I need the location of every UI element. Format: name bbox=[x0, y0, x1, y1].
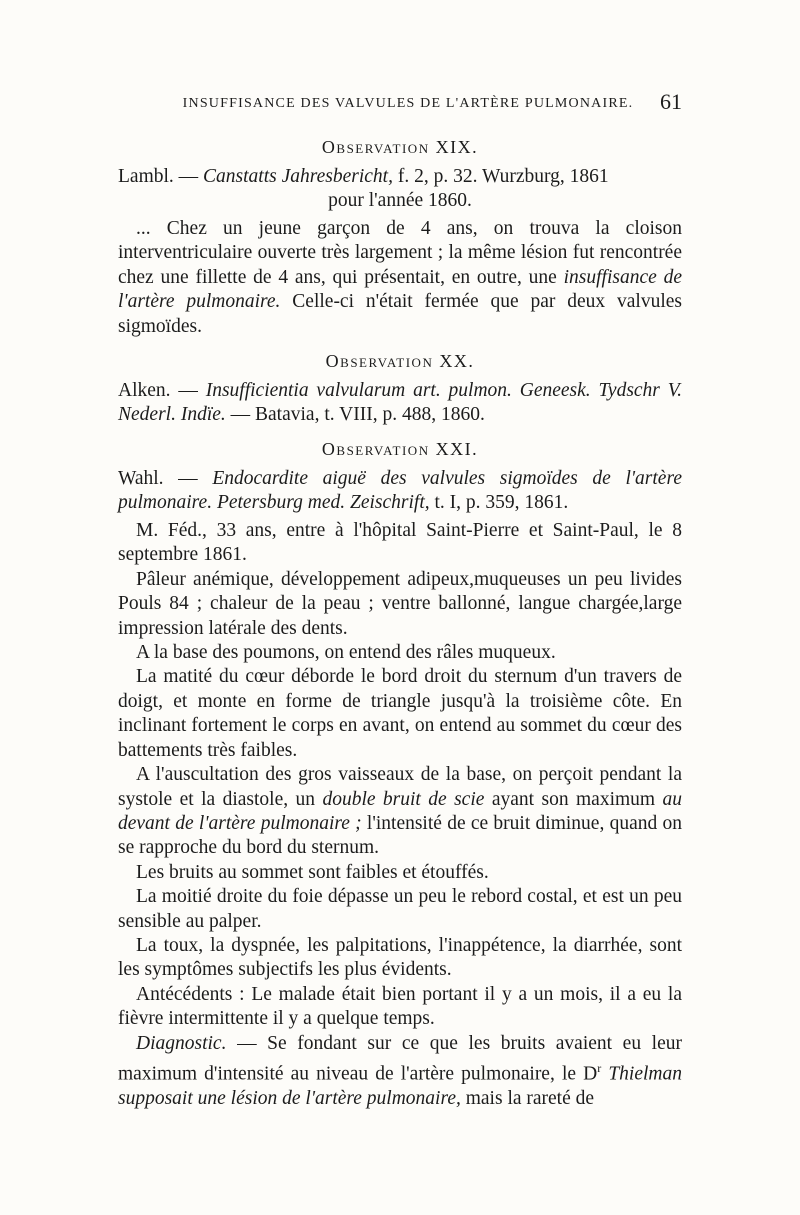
paragraph-auscultation bbox=[118, 763, 682, 861]
emphasis-run: Diagnostic. bbox=[136, 1032, 227, 1054]
text-run: — Se fondant sur ce que les bruits avaient eu leur maximum d'intensité au niveau de l'artère pulmonaire, le D bbox=[118, 1032, 682, 1085]
reference-source: Canstatts Jahresbericht, bbox=[203, 166, 393, 187]
page-number: 61 bbox=[660, 89, 682, 114]
observation-21-reference bbox=[118, 467, 682, 515]
reference-details: f. 2, p. 32. Wurzburg, 1861 bbox=[392, 166, 609, 187]
emphasis-run: double bruit de scie bbox=[322, 788, 485, 810]
emphasis-run: au devant de l'artère pulmonaire ; bbox=[118, 788, 682, 834]
text-run: l'intensité de ce bruit diminue, quand on se rapproche du bord du sternum. bbox=[118, 812, 682, 859]
observation-20-heading: Observation XX. bbox=[325, 351, 475, 372]
text-run: mais la rareté de bbox=[460, 1087, 595, 1109]
paragraph-symptoms: La toux, la dyspnée, les palpitations, l'inappétence, la diarrhée, sont les symptômes subjectifs les plus évidents. bbox=[118, 934, 682, 981]
reference-source: Endocardite aiguë des valvules sigmoïdes de l'artère pulmonaire. Petersburg med. Zeischrift, bbox=[118, 468, 682, 514]
observation-19-reference bbox=[118, 165, 682, 213]
emphasis-run: insuffisance de l'artère pulmonaire. bbox=[118, 266, 682, 313]
running-header bbox=[118, 89, 682, 133]
paragraph-liver: La moitié droite du foie dépasse un peu le rebord costal, et est un peu sensible au palper. bbox=[118, 886, 682, 932]
paragraph-sounds: Les bruits au sommet sont faibles et étouffés. bbox=[136, 861, 489, 883]
superscript: r bbox=[597, 1060, 602, 1075]
reference-author: Wahl. — bbox=[118, 468, 213, 490]
paragraph-heart: La matité du cœur déborde le bord droit du sternum d'un travers de doigt, et monte en forme de triangle jusqu'à la troisième côte. En inclinant fortement le corps en avant, on entend au sommet du cœur des battements très faibles. bbox=[118, 666, 682, 761]
paragraph-pallor: Pâleur anémique, développement adipeux,muqueuses un peu livides Pouls 84 ; chaleur de la peau ; ventre ballonné, langue chargée,large impression latérale des dents. bbox=[118, 568, 682, 639]
text-run: Celle-ci n'était fermée que par deux valvules sigmoïdes. bbox=[118, 291, 682, 337]
text-run: ... Chez un jeune garçon de 4 ans, on trouva la cloison interventriculaire ouverte très largement ; la même lésion fut rencontrée chez une fillette de 4 ans, qui présentait, en outre, une bbox=[118, 218, 682, 288]
text-run: ayant son maximum bbox=[484, 788, 663, 810]
observation-20-reference bbox=[118, 379, 682, 427]
observation-21-heading: Observation XXI. bbox=[321, 439, 479, 460]
observation-19-text bbox=[118, 217, 682, 339]
text-run: A l'auscultation des gros vaisseaux de la base, on perçoit pendant la systole et la diastole, un bbox=[118, 764, 682, 810]
observation-19-heading: Observation XIX. bbox=[321, 137, 479, 157]
reference-author: Lambl. — bbox=[118, 166, 204, 187]
paragraph-history: Antécédents : Le malade était bien portant il y a un mois, il a eu la fièvre intermittente il y a quelque temps. bbox=[118, 983, 682, 1030]
emphasis-run: Thielman supposait une lésion de l'artère pulmonaire, bbox=[118, 1063, 682, 1109]
reference-details: t. I, p. 359, 1861. bbox=[429, 492, 569, 514]
paragraph-patient: M. Féd., 33 ans, entre à l'hôpital Saint-Pierre et Saint-Paul, le 8 septembre 1861. bbox=[118, 520, 682, 566]
reference-details-line2: pour l'année 1860. bbox=[328, 190, 472, 211]
paragraph-diagnosis bbox=[118, 1032, 682, 1112]
reference-source: Insufficientia valvularum art. pulmon. Geneesk. Tydschr V. Nederl. Indïe. bbox=[118, 380, 683, 426]
reference-details: — Batavia, t. VIII, p. 488, 1860. bbox=[225, 404, 485, 426]
reference-author: Alken. — bbox=[118, 380, 206, 402]
paragraph-lungs: A la base des poumons, on entend des râles muqueux. bbox=[136, 642, 556, 664]
running-title: INSUFFISANCE DES VALVULES DE L'ARTÈRE PULMONAIRE. bbox=[182, 96, 634, 111]
